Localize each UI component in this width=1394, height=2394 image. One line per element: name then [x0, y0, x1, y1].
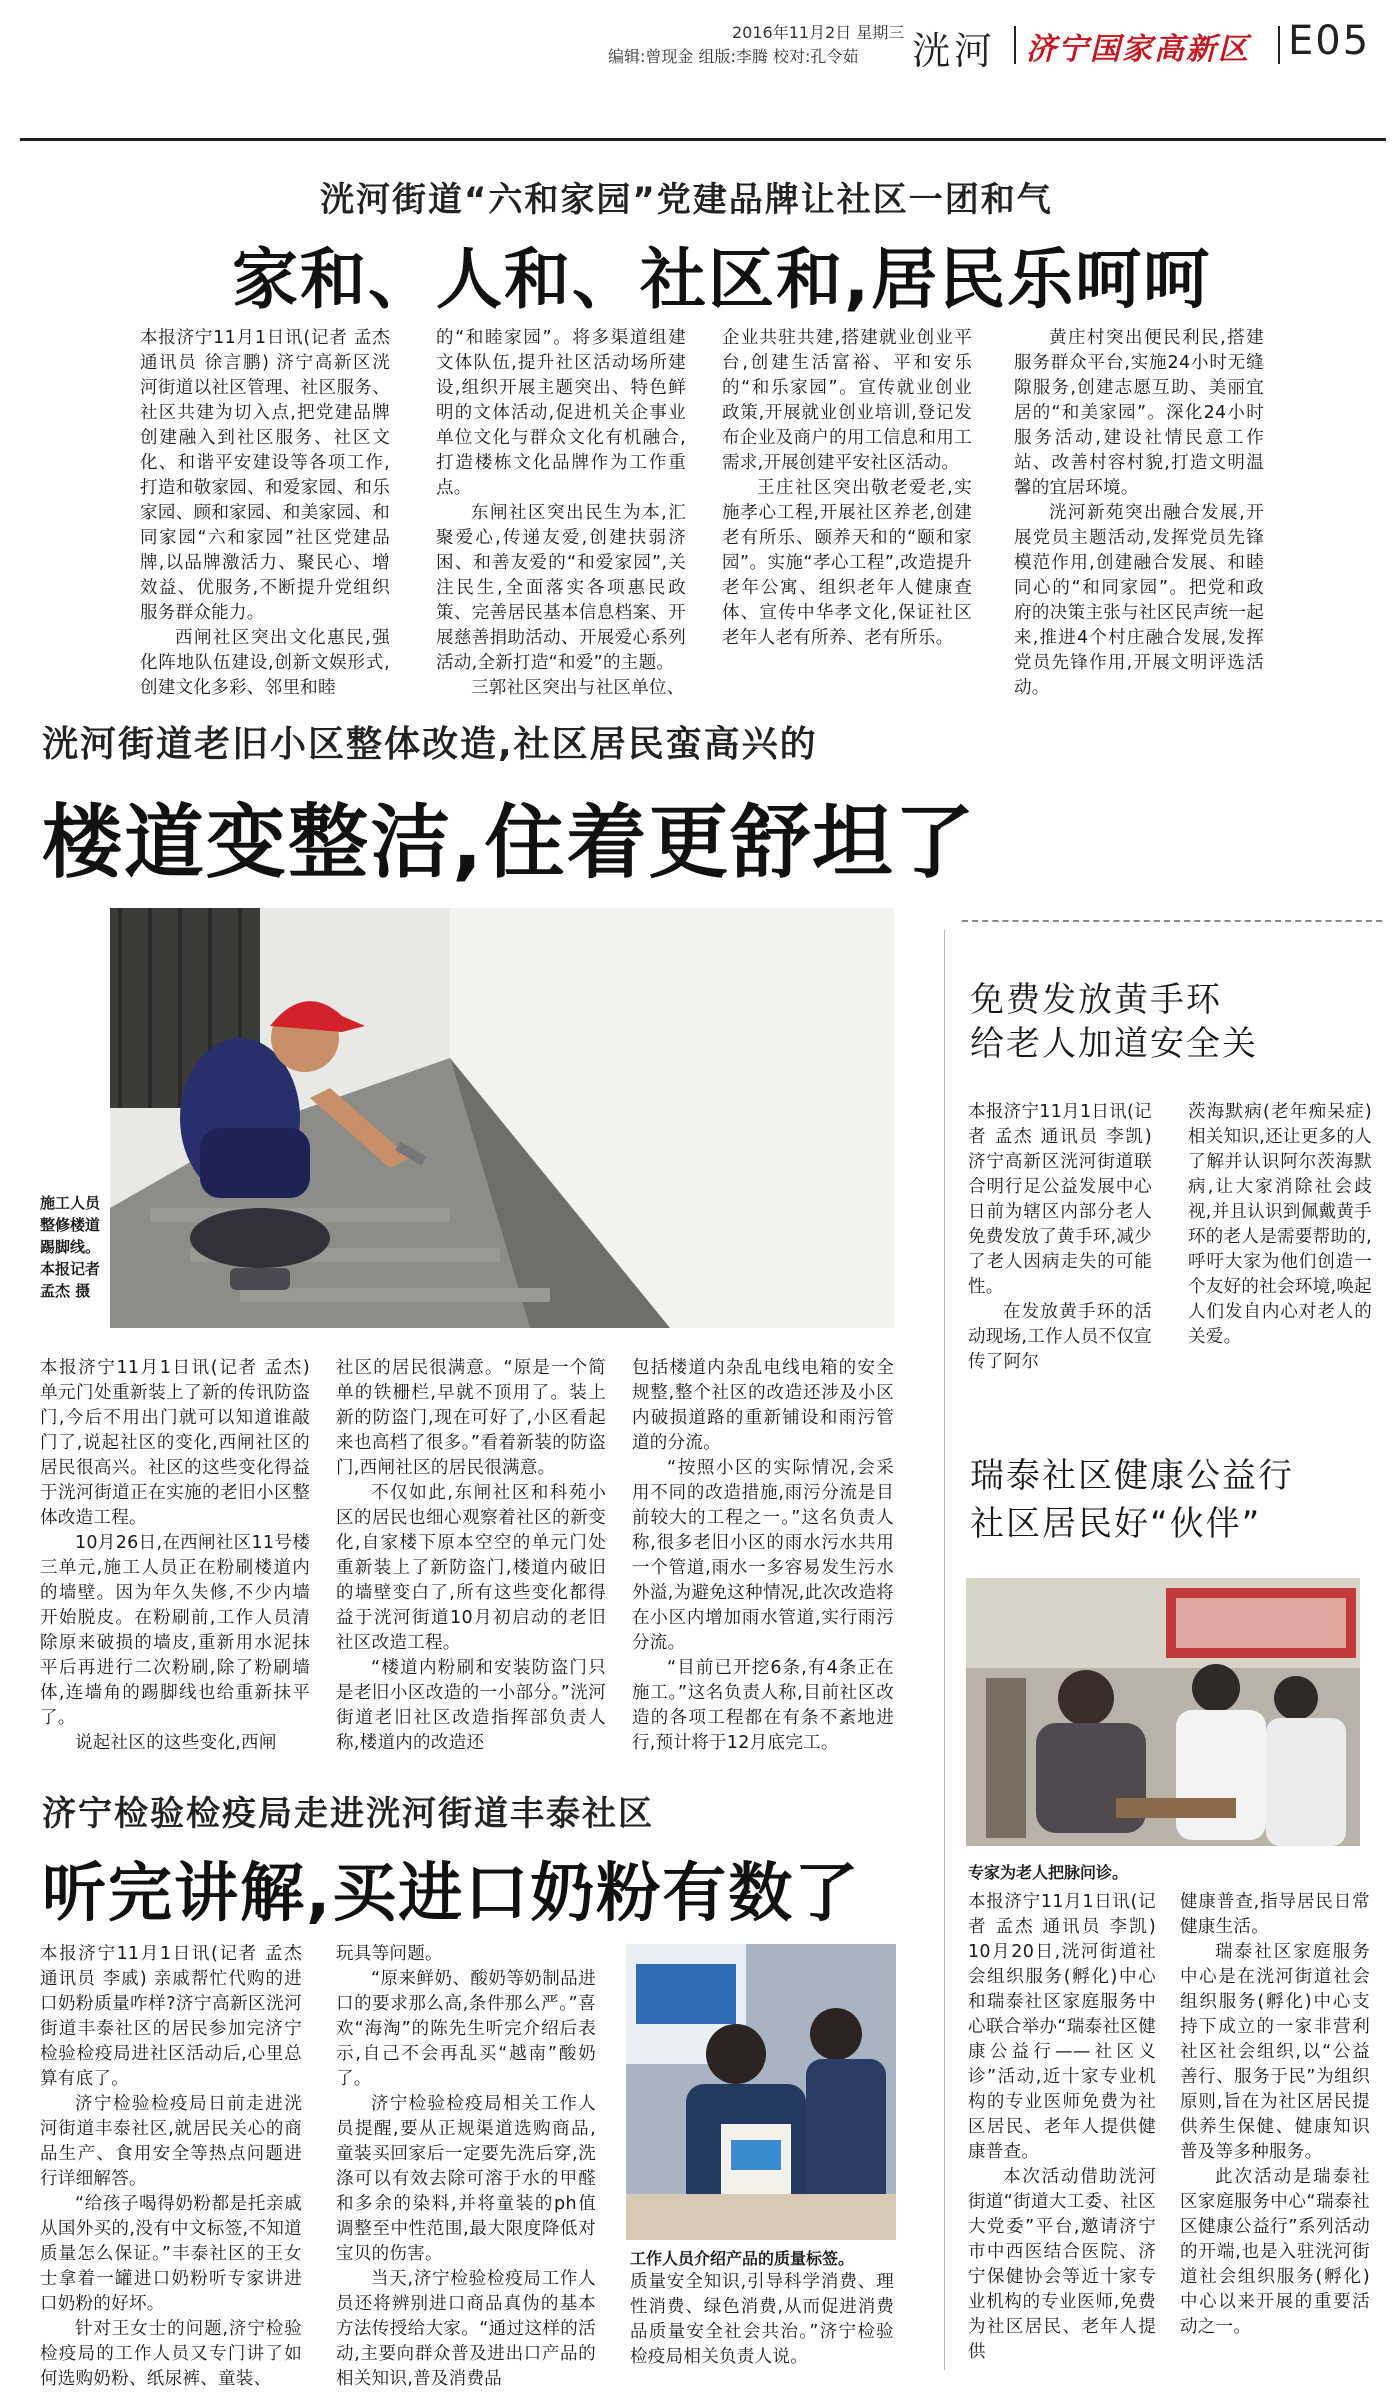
header-divider — [1014, 26, 1016, 64]
article2-column-1 — [40, 1356, 310, 1756]
article1-column-2 — [436, 326, 686, 701]
sidebar2-title-line1: 瑞泰社区健康公益行 — [970, 1456, 1294, 1496]
paragraph: “原来鲜奶、酸奶等奶制品进口的要求那么高,条件那么严。”喜欢“海淘”的陈先生听完介绍后表示,自己不会再乱买“越南”酸奶了。 — [336, 1969, 596, 2089]
sidebar2-column-2 — [1180, 1890, 1370, 2340]
header-slogan: 济宁国家高新区 — [1026, 32, 1250, 67]
sidebar1-column-1 — [968, 1100, 1152, 1375]
header-date: 2016年11月2日 星期三 — [732, 23, 905, 42]
paragraph: 瑞泰社区家庭服务中心是在洸河街道社会组织服务(孵化)中心支持下成立的一家非营利社区社会组织,以“公益善行、服务于民”为组织原则,旨在为社区居民提供养生保健、健康知识普及等多种服务。 — [1180, 1942, 1370, 2162]
paragraph: 针对王女士的问题,济宁检验检疫局的工作人员又专门讲了如何选购奶粉、纸尿裤、童装、 — [40, 2319, 302, 2389]
paragraph: 包括楼道内杂乱电线电箱的安全规整,整个社区的改造还涉及小区内破损道路的重新铺设和雨污管道的分流。 — [632, 1358, 894, 1453]
paragraph: “目前已开挖6条,有4条正在施工。”这名负责人称,目前社区改造的各项工程都在有条不紊地进行,预计将于12月底完工。 — [632, 1658, 894, 1753]
paragraph: 本报济宁11月1日讯(记者 孟杰 通讯员 李凯) 10月20日,洸河街道社会组织服务(孵化)中心和瑞泰社区家庭服务中心联合举办“瑞泰社区健康公益行——社区义诊”活动,近十家专业机构的专业医师免费为社区居民、老年人提供健康普查。 — [968, 1892, 1156, 2162]
sidebar1-title-line1: 免费发放黄手环 — [970, 980, 1222, 1020]
paragraph: “楼道内粉刷和安装防盗门只是老旧小区改造的一小部分。”洸河街道老旧社区改造指挥部负责人称,楼道内的改造还 — [336, 1658, 606, 1753]
paragraph: 本报济宁11月1日讯(记者 孟杰) 单元门处重新装上了新的传讯防盗门,今后不用出门就可以知道谁敲门了,说起社区的变化,西闸社区的居民很高兴。社区的这些变化得益于洸河街道正在实施的老旧小区整体改造工程。 — [40, 1358, 310, 1528]
sidebar1-title-line2: 给老人加道安全关 — [970, 1024, 1258, 1064]
page-number: E05 — [1288, 18, 1371, 64]
header-staff: 编辑:曾现金 组版:李腾 校对:孔令茹 — [608, 47, 859, 66]
article1-column-1 — [140, 326, 390, 701]
article3-kicker: 济宁检验检疫局走进洸河街道丰泰社区 — [42, 1794, 654, 1834]
paragraph: 茨海默病(老年痴呆症)相关知识,还让更多的人了解并认识阿尔茨海默病,让大家消除社会歧视,并且认识到佩戴黄手环的老人是需要帮助的,呼吁大家为他们创造一个友好的社会环境,唤起人们发自内心对老人的关爱。 — [1188, 1102, 1372, 1347]
paragraph: 本报济宁11月1日讯(记者 孟杰 通讯员 李戚) 亲戚帮忙代购的进口奶粉质量咋样?济宁高新区洸河街道丰泰社区的居民参加完济宁检验检疫局进社区活动后,心里总算有底了。 — [40, 1944, 302, 2089]
stairway-photo-image — [110, 908, 894, 1328]
milk-powder-photo — [626, 1944, 896, 2240]
article2-column-2 — [336, 1356, 606, 1756]
sidebar2-title-line2: 社区居民好“伙伴” — [970, 1504, 1262, 1544]
paragraph: 不仅如此,东闸社区和科苑小区的居民也细心观察着社区的新变化,自家楼下原本空空的单元门处重新装上了新防盗门,楼道内破旧的墙壁变白了,所有这些变化都得益于洸河街道10月初启动的老旧社区改造工程。 — [336, 1483, 606, 1653]
paragraph: 企业共驻共建,搭建就业创业平台,创建生活富裕、平和安乐的“和乐家园”。宣传就业创业政策,开展就业创业培训,登记发布企业及商户的用工信息和用工需求,开展创建平安社区活动。 — [722, 328, 972, 473]
sidebar-vertical-rule — [944, 930, 945, 2370]
stairway-photo-caption: 施工人员整修楼道踢脚线。本报记者 孟杰 摄 — [40, 1194, 101, 1300]
paragraph: 西闸社区突出文化惠民,强化阵地队伍建设,创新文娱形式,创建文化多彩、邻里和睦 — [140, 628, 390, 698]
sidebar-divider — [962, 920, 1382, 922]
article1-kicker: 洸河街道“六和家园”党建品牌让社区一团和气 — [320, 180, 1053, 220]
paragraph: 黄庄村突出便民利民,搭建服务群众平台,实施24小时无缝隙服务,创建志愿互助、美丽宜居的“和美家园”。深化24小时服务活动,建设社情民意工作站、改善村容村貌,打造文明温馨的宜居环境。 — [1014, 328, 1264, 498]
article1-headline: 家和、人和、社区和,居民乐呵呵 — [232, 241, 1212, 318]
sidebar1-column-2 — [1188, 1100, 1372, 1350]
article3-column-3 — [630, 2270, 894, 2370]
paragraph: 东闸社区突出民生为本,汇聚爱心,传递友爱,创建扶弱济困、和善友爱的“和爱家园”,关注民生,全面落实各项惠民政策、完善居民基本信息档案、开展慈善捐助活动、开展爱心系列活动,全新打造“和爱”的主题。 — [436, 503, 686, 673]
milk-powder-photo-caption: 工作人员介绍产品的质量标签。 — [630, 2249, 855, 2268]
paragraph: 玩具等问题。 — [336, 1944, 443, 1964]
clinic-photo-image — [966, 1578, 1360, 1846]
paragraph: 10月26日,在西闸社区11号楼三单元,施工人员正在粉刷楼道内的墙壁。因为年久失修,不少内墙开始脱皮。在粉刷前,工作人员清除原来破损的墙皮,重新用水泥抹平后再进行二次粉刷,除了粉刷墙体,连墙角的踢脚线也给重新抹平了。 — [40, 1533, 310, 1728]
paragraph: 济宁检验检疫局相关工作人员提醒,要从正规渠道选购商品,童装买回家后一定要先洗后穿,洗涤可以有效去除可溶于水的甲醛和多余的染料,并将童装的ph值调整至中性范围,最大限度降低对宝贝的伤害。 — [336, 2094, 596, 2264]
clinic-photo — [966, 1578, 1360, 1846]
paragraph: 说起社区的这些变化,西闸 — [75, 1733, 277, 1753]
article3-column-1 — [40, 1942, 302, 2392]
article2-headline: 楼道变整洁,住着更舒坦了 — [42, 796, 977, 889]
paragraph: “给孩子喝得奶粉都是托亲戚从国外买的,没有中文标签,不知道质量怎么保证。”丰泰社区的王女士拿着一罐进口奶粉听专家讲进口奶粉的好坏。 — [40, 2194, 302, 2314]
paragraph: 的“和睦家园”。将多渠道组建文体队伍,提升社区活动场所建设,组织开展主题突出、特色鲜明的文体活动,促进机关企事业单位文化与群众文化有机融合,打造楼栋文化品牌作为工作重点。 — [436, 328, 686, 498]
sidebar2-column-1 — [968, 1890, 1156, 2365]
paragraph: 三郭社区突出与社区单位、 — [471, 678, 685, 698]
article1-column-4 — [1014, 326, 1264, 701]
header-rule — [20, 138, 1386, 141]
article1-column-3 — [722, 326, 972, 651]
article3-headline: 听完讲解,买进口奶粉有数了 — [42, 1857, 861, 1931]
article2-kicker: 洸河街道老旧小区整体改造,社区居民蛮高兴的 — [42, 724, 818, 765]
header-section: 洸河 — [912, 29, 997, 73]
paragraph: 社区的居民很满意。“原是一个简单的铁栅栏,早就不顶用了。装上新的防盗门,现在可好了,小区看起来也高档了很多。”看着新装的防盗门,西闸社区的居民很满意。 — [336, 1358, 606, 1478]
paragraph: 健康普查,指导居民日常健康生活。 — [1180, 1892, 1370, 1937]
paragraph: 当天,济宁检验检疫局工作人员还将辨别进口商品真伪的基本方法传授给大家。“通过这样的活动,主要向群众普及进出口产品的相关知识,普及消费品 — [336, 2269, 596, 2389]
paragraph: 本次活动借助洸河街道“街道大工委、社区大党委”平台,邀请济宁市中西医结合医院、济宁保健协会等近十家专业机构的专业医师,免费为社区居民、老年人提供 — [968, 2167, 1156, 2362]
paragraph: 此次活动是瑞泰社区家庭服务中心“瑞泰社区健康公益行”系列活动的开端,也是入驻洸河街道社会组织服务(孵化)中心以来开展的重要活动之一。 — [1180, 2167, 1370, 2337]
paragraph: “按照小区的实际情况,会采用不同的改造措施,雨污分流是目前较大的工程之一。”这名负责人称,很多老旧小区的雨水污水共用一个管道,雨水一多容易发生污水外溢,为避免这种情况,此次改造将在小区内增加雨水管道,实行雨污分流。 — [632, 1458, 894, 1653]
paragraph: 王庄社区突出敬老爱老,实施孝心工程,开展社区养老,创建老有所乐、颐养天和的“颐和家园”。实施“孝心工程”,改造提升老年公寓、组织老年人健康查体、宣传中华孝文化,保证社区老年人老有所养、老有所乐。 — [722, 478, 972, 648]
article2-column-3 — [632, 1356, 894, 1756]
paragraph: 质量安全知识,引导科学消费、理性消费、绿色消费,从而促进消费品质量安全社会共治。”济宁检验检疫局相关负责人说。 — [630, 2272, 894, 2367]
header-divider-2 — [1278, 26, 1280, 64]
article3-column-2 — [336, 1942, 596, 2392]
paragraph: 本报济宁11月1日讯(记者 孟杰 通讯员 李凯) 济宁高新区洸河街道联合明行足公益发展中心日前为辖区内部分老人免费发放了黄手环,减少了老人因病走失的可能性。 — [968, 1102, 1152, 1297]
paragraph: 洸河新苑突出融合发展,开展党员主题活动,发挥党员先锋模范作用,创建融合发展、和睦同心的“和同家园”。把党和政府的决策主张与社区民声统一起来,推进4个村庄融合发展,发挥党员先锋作用,开展文明评选活动。 — [1014, 503, 1264, 698]
clinic-photo-caption: 专家为老人把脉问诊。 — [968, 1863, 1129, 1882]
paragraph: 在发放黄手环的活动现场,工作人员不仅宣传了阿尔 — [968, 1302, 1152, 1372]
stairway-photo — [110, 908, 894, 1328]
milk-powder-photo-image — [626, 1944, 896, 2240]
paragraph: 本报济宁11月1日讯(记者 孟杰 通讯员 徐言鹏) 济宁高新区洸河街道以社区管理、社区服务、社区共建为切入点,把党建品牌创建融入到社区服务、社区文化、和谐平安建设等各项工作,打造和敬家园、和爱家园、和乐家园、顾和家园、和美家园、和同家园“六和家园”社区党建品牌,以品牌激活力、聚民心、增效益、优服务,不断提升党组织服务群众能力。 — [140, 328, 390, 623]
paragraph: 济宁检验检疫局日前走进洸河街道丰泰社区,就居民关心的商品生产、食用安全等热点问题进行详细解答。 — [40, 2094, 302, 2189]
